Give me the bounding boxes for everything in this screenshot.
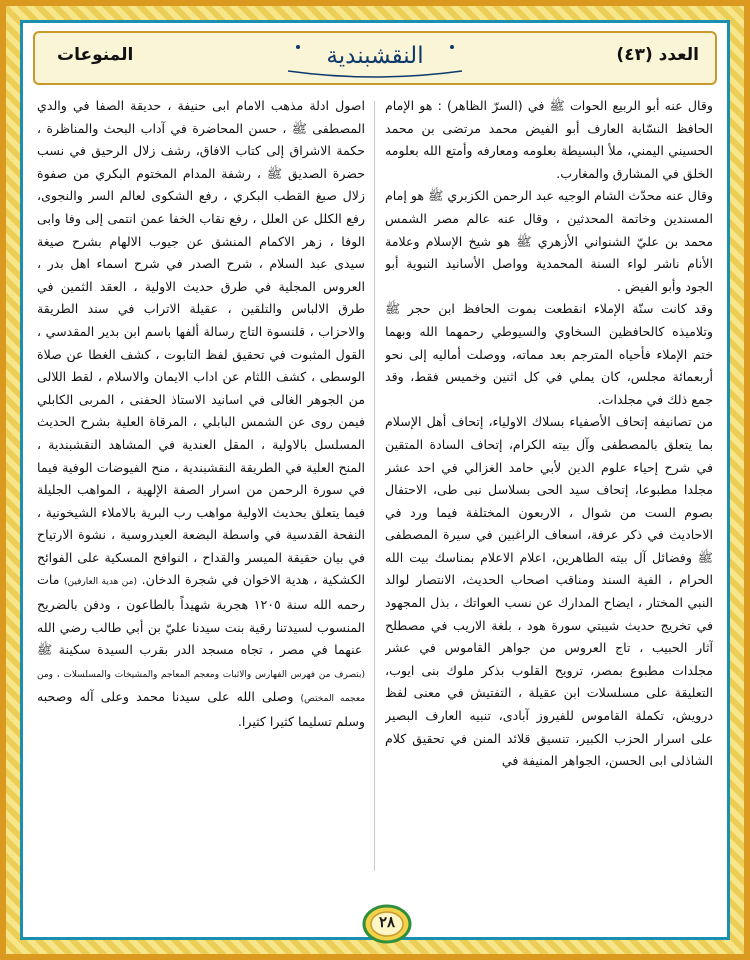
page-header: [33, 31, 717, 85]
paragraph: وقال عنه محدّث الشام الوجيه عبد الرحمن الكزبري ﷺ هو إمام المسندين وخاتمة المحدثين ، وقال عنه عالم مصر الشمس محمد بن عليّ الشنواني الأزهري ﷺ هو شيخ الإسلام وعلامة الأنام ناشر لواء السنة المحمدية وواصل الأسانيد النبوية أبو الجود وأبو الفيض .: [385, 188, 713, 294]
closing-prayer: وصلى الله على سيدنا محمد وعلى آله وصحبه وسلم تسليما كثيرا كثيرا.: [37, 689, 365, 730]
death-note: مات رحمه الله سنة ١٢٠٥ هجرية شهيداً بالطاعون ، ودفن بالضريح المنسوب لسيدتنا رقية بنت سيدنا عليّ بن أبي طالب رضي الله عنهما في مصر ، تجاه مسجد الدر بقرب السيدة سكينة ﷺ: [37, 572, 365, 658]
paragraph: من تصانيفه إتحاف الأصفياء بسلاك الاولياء، إتحاف أهل الإسلام بما يتعلق بالمصطفى وآل بيته الكرام، إتحاف السادة المتقين في شرح إحياء علوم الدين لأبي حامد الغزالي في احد عشر مجلدا مطبوعا، إتحاف سيد الحى بسلاسل نبى طى، الاحتفال بصوم الست من شوال ، الاربعون المختلفة فيما ورد في الاحاديث في ذكر عرفة، اسعاف الراغبين في سيرة المصطفى ﷺ وفضائل آل بيته الطاهرين، اعلام الاعلام بمناسك بيت الله الحرام ، الفية السند ومناقب اصحاب الحديث، الانتصار لوالد النبي المختار ، ايضاح المدارك عن نسب العواتك ، بذل المجهود في تخريج حديث شيبتي سورة هود ، بلغة الاريب في مصطلح آثار الحبيب ، تاج العروس من جواهر القاموس في عشر مجلدات مطبوع بمصر، ترويح القلوب بذكر ملوك بنى ايوب، التعليقة على مسلسلات ابن عقيلة ، التفتيش في معنى لفظ درويش، تكملة القاموس للفيروز آبادى، تنبيه العارف البصير على اسرار الحزب الكبير، تنسيق قلائد المنن في تحقيق كلام الشاذلى ابى الحسن، الجواهر المنيفة في: [385, 414, 713, 769]
book-list-text: اصول ادلة مذهب الامام ابى حنيفة ، حديقة الصفا في والدي المصطفى ﷺ ، حسن المحاضرة في آداب البحث والمناظرة ، حكمة الاشراق إلى كتاب الافاق، رشف زلال الرحيق في نسب حضرة الصديق ﷺ ، رشفة المدام المختوم البكري من صفوة زلال صبغ القطب البكري ، رفع الشكوى لعالم السر والنجوى، رفع الكلل عن العلل ، رفع نقاب الخفا عمن انتمى إلى وفا وابى الوفا ، زهر الاكمام المنشق عن جيوب الالهام بشرح صيغة سيدى عبد السلام ، شرح الصدر في شرح اسماء اهل بدر ، العروس المجلية في طرق حديث الاولية ، العقد الثمين في طرق الالباس والتلقين ، عقيلة الاتراب في سند الطريقة والاحزاب ، قلنسوة التاج رسالة ألفها باسم ابن بدير المقدسي ، القول المثبوت في تحقيق لفظ التابوت ، كشف الغطا عن صلاة الوسطى ، كشف اللثام عن اداب الايمان والاسلام ، لقط اللالى من الجوهر الغالى في اسانيد الاستاذ الحفنى ، المربى الكابلي فيمن روى عن الشمس البابلي ، المرقاة العلية بشرح الحديث المسلسل بالاولية ، المقل العندية في المشاهد النقشبندية ، المنح العلية في الطريقة النقشبندية ، منح الفيوضات الوفية فيما في سورة الرحمن من اسرار الصفة الإلهية ، المواهب الجليلة فيما يتعلق بحديث الاولية مواهب رب البرية بالاملاء الشيخونية ، النفحة القدسية في واسطة البضعة العيدروسية ، نشوة الارتياح في بيان حقيقة الميسر والقداح ، النوافح المسكية على الفوائح الكشكية ، هدية الاخوان في شجرة الدخان.: [37, 98, 365, 588]
magazine-title-logo: [280, 37, 470, 79]
section-name: المنوعات: [57, 45, 134, 65]
page-content: [20, 20, 730, 940]
paragraph: وقد كانت سنّة الإملاء انقطعت بموت الحافظ ابن حجر ﷺ وتلاميذه كالحافظين السخاوي والسيوطي رحمهما الله وبهما ختم الإملاء فأحياه المترجم بعد مماته، ووصلت أماليه إلى نحو أربعمائة مجلس، كان يملي في كل اثنين وخميس فقط، وقد جمع ذلك في مجلدات.: [385, 301, 713, 407]
column-divider: [374, 101, 375, 871]
source-citation: (بتصرف من فهرس الفهارس والاثبات ومعجم المعاجم والمشيخات والمسلسلات ، ومن معجمه المختص): [37, 669, 365, 705]
paragraph: [37, 95, 365, 734]
magazine-title: النقشبندية: [326, 43, 424, 69]
paragraph: وقال عنه أبو الربيع الحوات ﷺ في (السرّ الظاهر) : هو الإمام الحافظ النسّابة العارف أبو الفيض محمد مرتضى بن محمد الحسيني اليمني، ملأ البسيطة بعلومه ومعارفه وأمتع الله بعلومه الخلق في المشارق والمغارب.: [385, 98, 713, 181]
page-number: ٢٨: [378, 913, 396, 931]
issue-number: العدد (٤٣): [616, 45, 699, 65]
right-column: [385, 95, 713, 875]
left-column: [37, 95, 365, 875]
source-citation: (من هدية العارفين): [64, 577, 137, 588]
